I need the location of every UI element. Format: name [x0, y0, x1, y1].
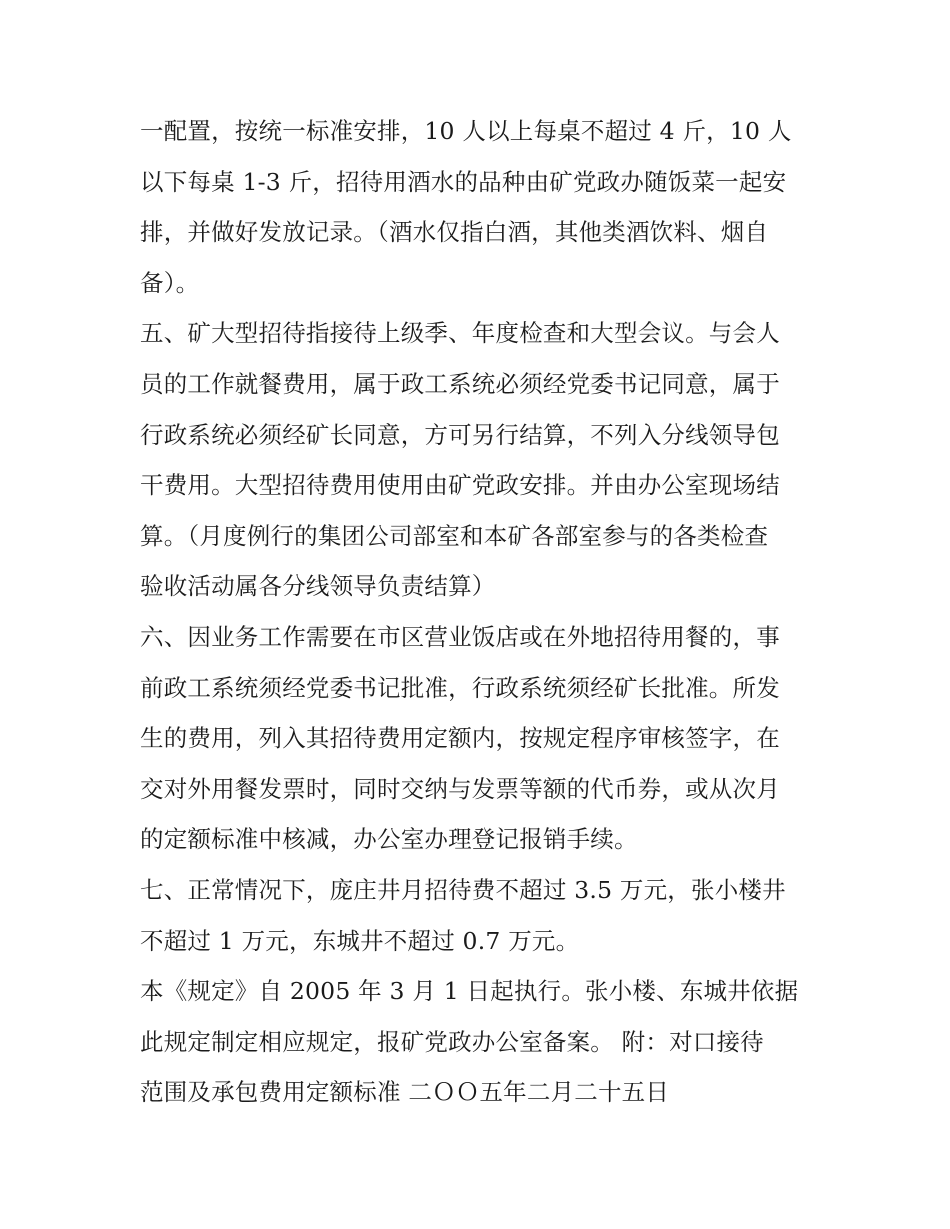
text-line: 以下每桌 1-3 斤，招待用酒水的品种由矿党政办随饭菜一起安 — [140, 167, 787, 196]
text-line: 算。（月度例行的集团公司部室和本矿各部室参与的各类检查 — [140, 521, 769, 550]
text-line: 五、矿大型招待指接待上级季、年度检查和大型会议。与会人 — [140, 319, 780, 348]
text-line: 七、正常情况下，庞庄井月招待费不超过 3.5 万元，张小楼井 — [140, 875, 786, 904]
text-line: 验收活动属各分线领导负责结算） — [140, 572, 496, 601]
text-line: 排，并做好发放记录。（酒水仅指白酒，其他类酒饮料、烟自 — [140, 218, 769, 247]
text-line: 不超过 1 万元，东城井不超过 0.7 万元。 — [140, 926, 580, 955]
text-line: 交对外用餐发票时，同时交纳与发票等额的代币券，或从次月 — [140, 774, 780, 803]
text-line: 员的工作就餐费用，属于政工系统必须经党委书记同意，属于 — [140, 369, 780, 398]
text-line: 此规定制定相应规定，报矿党政办公室备案。 附：对口接待 — [140, 1027, 764, 1056]
text-line: 行政系统必须经矿长同意，方可另行结算，不列入分线领导包 — [140, 420, 780, 449]
text-line: 的定额标准中核减，办公室办理登记报销手续。 — [140, 825, 638, 854]
text-line: 备）。 — [140, 268, 200, 297]
text-line: 六、因业务工作需要在市区营业饭店或在外地招待用餐的，事 — [140, 622, 780, 651]
text-line: 一配置，按统一标准安排，10 人以上每桌不超过 4 斤，10 人 — [140, 117, 792, 145]
text-line: 生的费用，列入其招待费用定额内，按规定程序审核签字，在 — [140, 724, 780, 753]
text-line: 干费用。大型招待费用使用由矿党政安排。并由办公室现场结 — [140, 471, 780, 500]
text-line: 前政工系统须经党委书记批准，行政系统须经矿长批准。所发 — [140, 673, 780, 702]
document-body — [140, 106, 820, 1118]
text-line: 本《规定》自 2005 年 3 月 1 日起执行。张小楼、东城井依据 — [140, 977, 799, 1006]
text-line: 范围及承包费用定额标准 二ＯＯ五年二月二十五日 — [140, 1078, 670, 1107]
